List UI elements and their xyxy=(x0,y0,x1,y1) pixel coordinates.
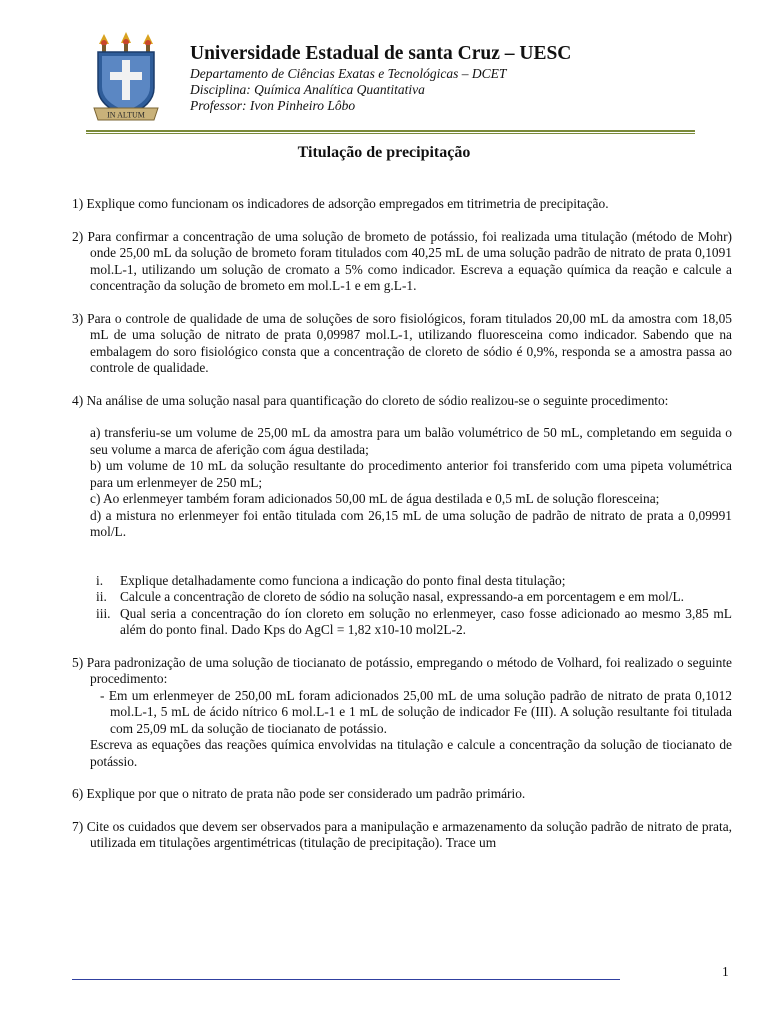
item-text: Calcule a concentração de cloreto de sódio na solução nasal, expressando-a em porcentagem e em mol/L. xyxy=(120,589,685,604)
question-6: 6) Explique por que o nitrato de prata não pode ser considerado um padrão primário. xyxy=(72,786,526,801)
question-4-step-a: a) transferiu-se um volume de 25,00 mL da amostra para um balão volumétrico de 50 mL, completando em seguida o seu volume a marca de aferição com água destilada; xyxy=(90,425,732,457)
question-5 xyxy=(72,655,732,787)
header-rule-thin xyxy=(86,133,695,134)
university-name: Universidade Estadual de santa Cruz – UESC xyxy=(190,43,572,64)
page-title: Titulação de precipitação xyxy=(297,144,471,161)
item-text: Explique detalhadamente como funciona a indicação do ponto final desta titulação; xyxy=(120,572,566,588)
question-2: 2) Para confirmar a concentração de uma solução de brometo de potássio, foi realizada uma titulação (método de Mohr) onde 25,00 mL da solução de brometo foram titulados com 40,25 mL de uma solução padrão de nitrato de prata 0,1091 mol.L-1, utilizando um solução de cromato a 5% como indicador. Escreva a equação química da reação e calcule a concentração da solução de brometo em mol.L-1 e em g.L-1. xyxy=(72,228,732,293)
department-line: Departamento de Ciências Exatas e Tecnológicas – DCET xyxy=(190,66,507,81)
item-number: i. xyxy=(96,572,104,588)
question-4-intro: 4) Na análise de uma solução nasal para quantificação do cloreto de sódio realizou-se o seguinte procedimento: xyxy=(72,392,669,408)
question-4-item-ii xyxy=(72,589,732,606)
page-header xyxy=(92,32,732,132)
university-logo xyxy=(92,32,160,124)
item-number: iii. xyxy=(96,605,111,621)
question-4-item-iii xyxy=(72,606,732,639)
question-4-step-c: c) Ao erlenmeyer também foram adicionados 50,00 mL de água destilada e 0,5 mL de solução floresceina; xyxy=(90,491,660,506)
question-3: 3) Para o controle de qualidade de uma de soluções de soro fisiológicos, foram titulados 20,00 mL da amostra com 18,05 mL de uma solução de nitrato de prata 0,09987 mol.L-1, utilizando fluoresceina como indicador. Sabendo que na embalagem do soro fisiológico consta que a concentração de cloreto de sódio é 0,9%, responda se a amostra passa ao controle de qualidade. xyxy=(72,310,732,375)
question-4 xyxy=(72,393,732,655)
header-rule xyxy=(86,130,695,132)
exercise-list xyxy=(72,196,732,868)
question-1: 1) Explique como funcionam os indicadores de adsorção empregados em titrimetria de precipitação. xyxy=(72,196,609,211)
page-number: 1 xyxy=(722,964,729,979)
footer-rule xyxy=(72,979,620,980)
question-4-step-b: b) um volume de 10 mL da solução resultante do procedimento anterior foi transferido com uma pipeta volumétrica para um erlenmeyer de 250 mL; xyxy=(90,458,732,490)
logo-motto: IN ALTUM xyxy=(107,110,145,120)
discipline-line: Disciplina: Química Analítica Quantitativa xyxy=(190,82,425,97)
item-number: ii. xyxy=(96,589,107,604)
question-5-intro: 5) Para padronização de uma solução de tiocianato de potássio, empregando o método de Volhard, foi realizado o seguinte procedimento: xyxy=(72,654,732,686)
header-text xyxy=(190,42,571,114)
question-4-item-i xyxy=(72,573,732,590)
question-5-procedure: - Em um erlenmeyer de 250,00 mL foram adicionados 25,00 mL de uma solução padrão de nitrato de prata 0,1012 mol.L-1, 5 mL de ácido nítrico 6 mol.L-1 e 1 mL de solução de indicador Fe (III). A solução resultante foi titulada com 25,09 mL da solução de tiocianato de potássio. xyxy=(100,687,732,736)
professor-line: Professor: Ivon Pinheiro Lôbo xyxy=(190,98,356,113)
question-5-task: Escreva as equações das reações química envolvidas na titulação e calcule a concentração da solução de tiocianato de potássio. xyxy=(90,737,732,769)
question-7: 7) Cite os cuidados que devem ser observados para a manipulação e armazenamento da solução padrão de nitrato de prata, utilizada em titulações argentimétricas (titulação de precipitação). Trace um xyxy=(72,818,732,850)
question-4-step-d: d) a mistura no erlenmeyer foi então titulada com 26,15 mL de uma solução de padrão de nitrato de prata a 0,09991 mol/L. xyxy=(90,507,732,539)
item-text: Qual seria a concentração do íon cloreto em solução no erlenmeyer, caso fosse adicionado ao mesmo 3,85 mL além do ponto final. Dado Kps do AgCl = 1,82 x10-10 mol2L-2. xyxy=(120,605,732,637)
